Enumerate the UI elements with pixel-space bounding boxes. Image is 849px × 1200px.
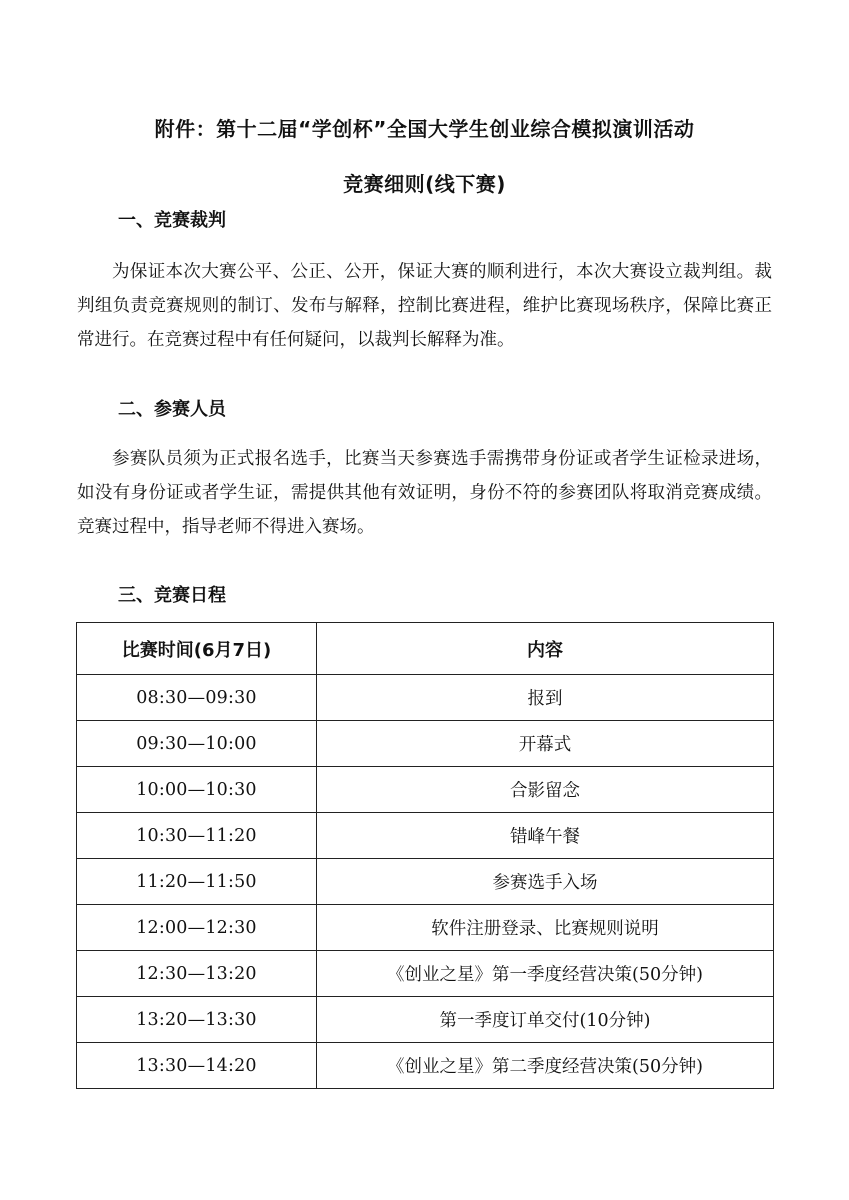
row-content: 《创业之星》第二季度经营决策(50分钟) bbox=[317, 1043, 774, 1089]
row-content: 报到 bbox=[317, 675, 774, 721]
section-heading-schedule: 三、竞赛日程 bbox=[118, 585, 226, 606]
row-time: 13:20—13:30 bbox=[77, 997, 317, 1043]
row-content: 第一季度订单交付(10分钟) bbox=[317, 997, 774, 1043]
table-row bbox=[77, 813, 774, 859]
table-row bbox=[77, 675, 774, 721]
table-row bbox=[77, 859, 774, 905]
section-paragraph-referees: 为保证本次大赛公平、公正、公开，保证大赛的顺利进行，本次大赛设立裁判组。裁判组负责竞赛规则的制订、发布与解释，控制比赛进程，维护比赛现场秩序，保障比赛正常进行。在竞赛过程中有任何疑问，以裁判长解释为准。 bbox=[77, 262, 772, 350]
table-row bbox=[77, 767, 774, 813]
row-time: 10:00—10:30 bbox=[77, 767, 317, 813]
section-paragraph-participants: 参赛队员须为正式报名选手，比赛当天参赛选手需携带身份证或者学生证检录进场，如没有身份证或者学生证，需提供其他有效证明，身份不符的参赛团队将取消竞赛成绩。竞赛过程中，指导老师不得进入赛场。 bbox=[77, 449, 772, 537]
schedule-table bbox=[76, 622, 774, 1089]
row-content: 《创业之星》第一季度经营决策(50分钟) bbox=[317, 951, 774, 997]
table-row bbox=[77, 721, 774, 767]
section-heading-participants: 二、参赛人员 bbox=[118, 399, 226, 420]
row-content: 合影留念 bbox=[317, 767, 774, 813]
table-header-row bbox=[77, 623, 774, 675]
row-content: 参赛选手入场 bbox=[317, 859, 774, 905]
row-time: 09:30—10:00 bbox=[77, 721, 317, 767]
row-content: 开幕式 bbox=[317, 721, 774, 767]
document-title-line-1: 附件：第十二届“学创杯”全国大学生创业综合模拟演训活动 bbox=[154, 117, 695, 141]
row-time: 12:00—12:30 bbox=[77, 905, 317, 951]
header-content: 内容 bbox=[317, 623, 774, 675]
table-row bbox=[77, 905, 774, 951]
row-time: 10:30—11:20 bbox=[77, 813, 317, 859]
row-content: 软件注册登录、比赛规则说明 bbox=[317, 905, 774, 951]
table-row bbox=[77, 997, 774, 1043]
row-time: 13:30—14:20 bbox=[77, 1043, 317, 1089]
row-time: 08:30—09:30 bbox=[77, 675, 317, 721]
document-title-line-2: 竞赛细则(线下赛) bbox=[343, 172, 506, 196]
table-row bbox=[77, 951, 774, 997]
row-time: 12:30—13:20 bbox=[77, 951, 317, 997]
section-heading-referees: 一、竞赛裁判 bbox=[118, 210, 226, 231]
row-time: 11:20—11:50 bbox=[77, 859, 317, 905]
row-content: 错峰午餐 bbox=[317, 813, 774, 859]
table-row bbox=[77, 1043, 774, 1089]
header-time: 比赛时间(6月7日) bbox=[77, 623, 317, 675]
